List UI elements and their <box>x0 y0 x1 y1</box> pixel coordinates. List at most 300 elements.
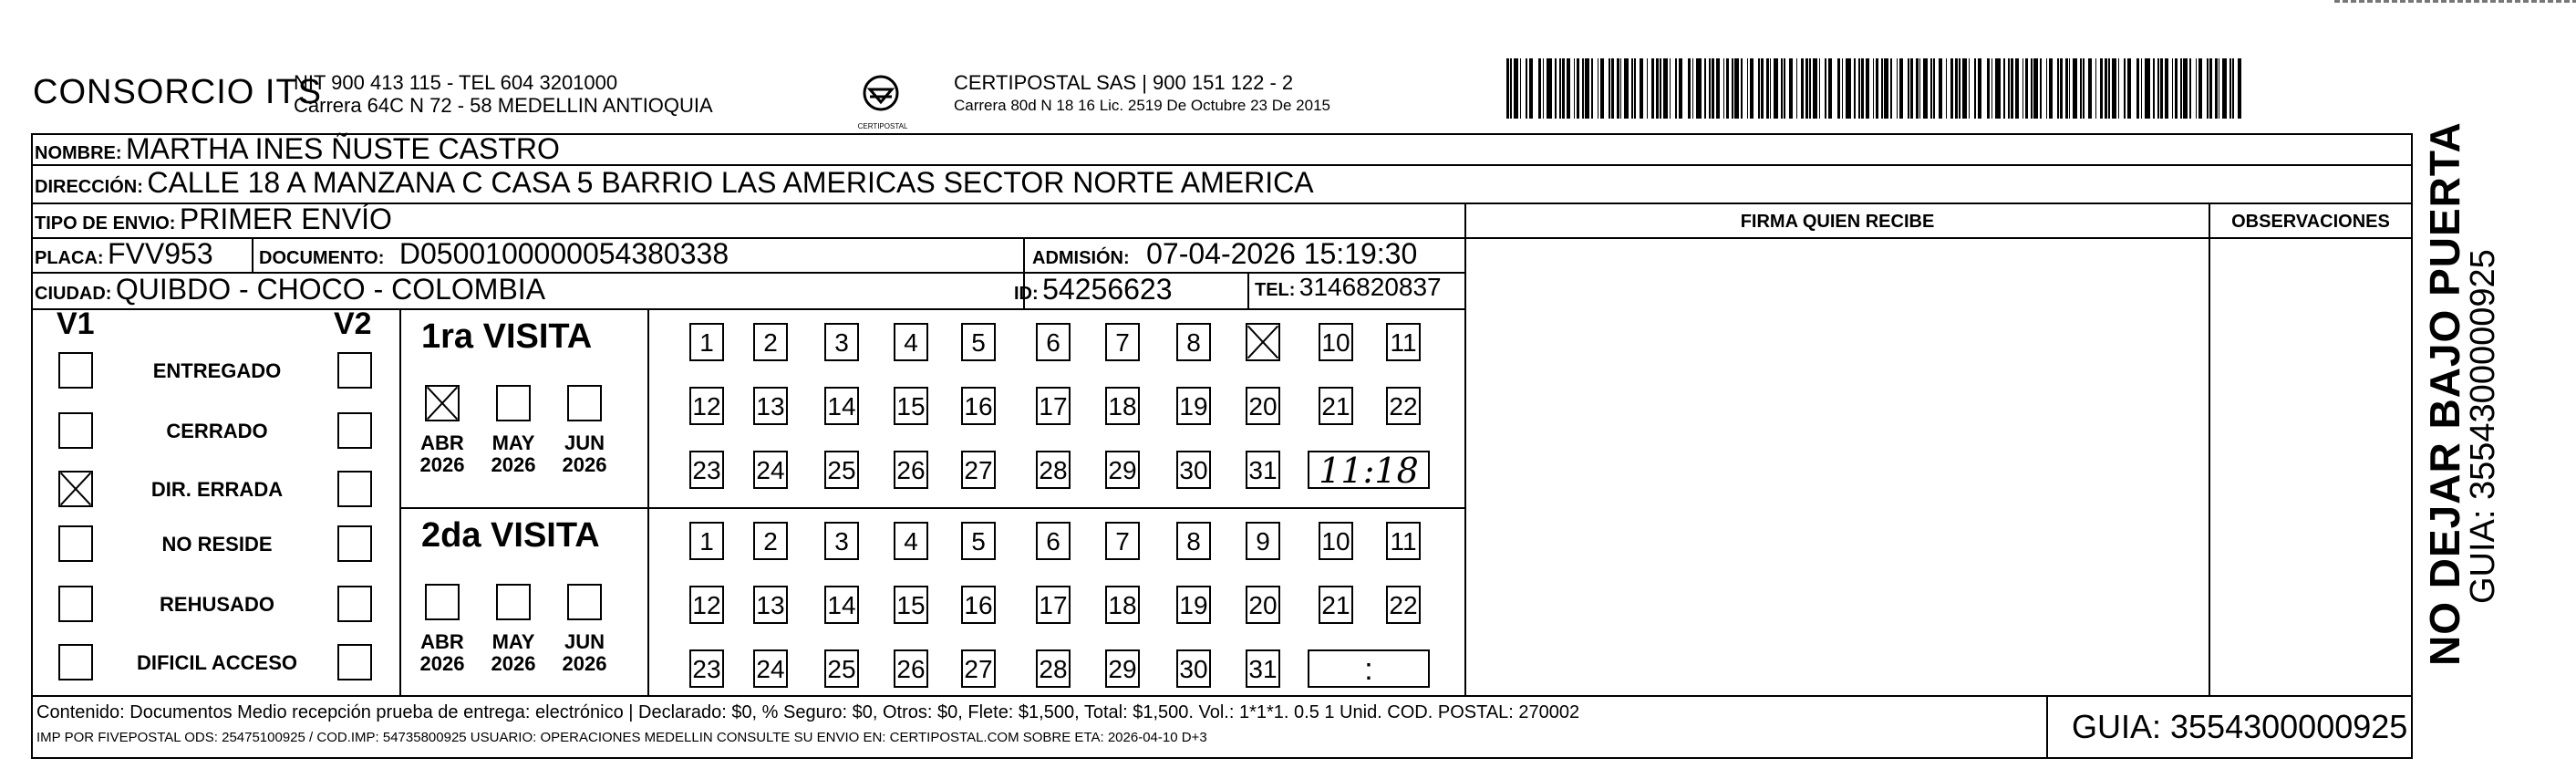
signature-left-border <box>1464 203 1466 695</box>
barcode-bar <box>2095 58 2096 119</box>
month-checkbox[interactable] <box>567 584 602 620</box>
day-box-7[interactable]: 7 <box>1105 323 1140 361</box>
company-name: CONSORCIO ITS <box>33 73 323 111</box>
tel-label: TEL: <box>1255 280 1296 300</box>
barcode-bar <box>1675 58 1677 119</box>
row-divider <box>31 308 1466 310</box>
barcode-bar <box>2040 58 2042 119</box>
barcode-bar <box>2118 58 2119 119</box>
v2-checkbox[interactable] <box>337 525 372 562</box>
day-box-4[interactable]: 4 <box>894 323 928 361</box>
day-box-5[interactable]: 5 <box>961 323 996 361</box>
day-box-3[interactable]: 3 <box>824 323 859 361</box>
barcode-bar <box>1611 58 1614 119</box>
barcode-bar <box>2108 58 2110 119</box>
barcode-bar <box>1716 58 1720 119</box>
barcode-bar <box>2157 58 2159 119</box>
months-divider <box>647 308 649 695</box>
day-box-25[interactable]: 25 <box>824 451 859 489</box>
barcode-bar <box>1890 58 1892 119</box>
day-box-18[interactable]: 18 <box>1105 387 1140 425</box>
barcode-bar <box>2153 58 2155 119</box>
month-label <box>486 432 541 476</box>
barcode-bar <box>1660 58 1661 119</box>
month-name: ABR <box>420 431 464 454</box>
barcode-bar <box>1547 58 1552 119</box>
barcode-bar <box>1873 58 1874 119</box>
day-box-22[interactable]: 22 <box>1386 586 1421 624</box>
placa-field <box>35 237 213 271</box>
day-box-14[interactable]: 14 <box>824 586 859 624</box>
month-year: 2026 <box>419 652 465 675</box>
month-name: MAY <box>491 431 535 454</box>
barcode-bar <box>2025 58 2028 119</box>
status-label: NO RESIDE <box>161 533 273 556</box>
barcode-bar <box>1774 58 1778 119</box>
v2-checkbox[interactable] <box>337 412 372 449</box>
day-box-10[interactable]: 10 <box>1319 522 1353 560</box>
barcode-bar <box>1978 58 1981 119</box>
barcode-bar <box>2141 58 2142 119</box>
barcode-bar <box>1631 58 1633 119</box>
barcode-bar <box>1842 58 1843 119</box>
day-box-17[interactable]: 17 <box>1036 586 1071 624</box>
day-box-13[interactable]: 13 <box>753 387 788 425</box>
barcode-bar <box>1770 58 1771 119</box>
day-box-1[interactable]: 1 <box>689 323 724 361</box>
admision-value: 07-04-2026 15:19:30 <box>1146 237 1418 270</box>
day-box-16[interactable]: 16 <box>961 586 996 624</box>
tipo-field <box>35 203 392 236</box>
form-right-border <box>2411 133 2413 759</box>
day-box-13[interactable]: 13 <box>753 586 788 624</box>
documento-field <box>259 237 729 271</box>
id-value: 54256623 <box>1042 273 1173 306</box>
month-label <box>557 432 612 476</box>
day-box-14[interactable]: 14 <box>824 387 859 425</box>
day-box-30[interactable]: 30 <box>1176 649 1211 688</box>
barcode-bar <box>1620 58 1621 119</box>
day-box-9[interactable]: 9 <box>1246 522 1280 560</box>
day-box-31[interactable]: 31 <box>1246 649 1280 688</box>
v2-checkbox[interactable] <box>337 471 372 507</box>
day-box-17[interactable]: 17 <box>1036 387 1071 425</box>
barcode-bar <box>1514 58 1518 119</box>
barcode-bar <box>1801 58 1804 119</box>
month-name: ABR <box>420 630 464 653</box>
barcode <box>1506 58 2252 119</box>
nombre-value: MARTHA INES ÑUSTE CASTRO <box>126 132 560 165</box>
barcode-bar <box>2060 58 2063 119</box>
barcode-bar <box>2112 58 2116 119</box>
day-box-28[interactable]: 28 <box>1036 451 1071 489</box>
barcode-bar <box>1962 58 1967 119</box>
visit-divider <box>399 507 1466 509</box>
barcode-bar <box>1959 58 1960 119</box>
ciudad-field <box>35 273 545 306</box>
visit-time-box[interactable]: : <box>1308 649 1430 688</box>
top-edge-line <box>2334 0 2576 3</box>
day-box-18[interactable]: 18 <box>1105 586 1140 624</box>
tel-field <box>1255 273 1442 302</box>
barcode-bar <box>2229 58 2231 119</box>
barcode-bar <box>1854 58 1856 119</box>
barcode-bar <box>1526 58 1527 119</box>
month-label <box>415 432 470 476</box>
barcode-bar <box>1825 58 1826 119</box>
barcode-bar <box>2165 58 2168 119</box>
day-box-21[interactable]: 21 <box>1319 586 1353 624</box>
barcode-bar <box>2015 58 2019 119</box>
barcode-bar <box>2031 58 2033 119</box>
tipo-label: TIPO DE ENVIO: <box>35 213 176 234</box>
barcode-bar <box>2073 58 2077 119</box>
barcode-bar <box>1933 58 1935 119</box>
barcode-bar <box>2080 58 2082 119</box>
visit-time-box[interactable]: 11:18 <box>1308 451 1430 489</box>
barcode-bar <box>1939 58 1942 119</box>
barcode-bar <box>1784 58 1785 119</box>
certipostal-line: CERTIPOSTAL SAS | 900 151 122 - 2 <box>954 71 1294 94</box>
barcode-bar <box>1750 58 1754 119</box>
month-label <box>486 631 541 675</box>
barcode-bar <box>1624 58 1629 119</box>
day-box-23[interactable]: 23 <box>689 451 724 489</box>
barcode-bar <box>1591 58 1593 119</box>
placa-value: FVV953 <box>108 237 213 270</box>
barcode-bar <box>1712 58 1714 119</box>
v1-checkbox[interactable] <box>58 525 93 562</box>
day-box-29[interactable]: 29 <box>1105 649 1140 688</box>
observaciones-header: OBSERVACIONES <box>2231 212 2390 232</box>
day-box-30[interactable]: 30 <box>1176 451 1211 489</box>
day-box-21[interactable]: 21 <box>1319 387 1353 425</box>
barcode-bar <box>2232 58 2234 119</box>
barcode-bar <box>2172 58 2173 119</box>
day-box-20[interactable]: 20 <box>1246 387 1280 425</box>
logo-caption: CERTIPOSTAL <box>857 122 908 130</box>
barcode-bar <box>2222 58 2227 119</box>
barcode-bar <box>1634 58 1636 119</box>
v2-checkbox[interactable] <box>337 586 372 622</box>
footer-print-line: IMP POR FIVEPOSTAL ODS: 25475100925 / COD.IMP: 54735800925 USUARIO: OPERACIONES MEDELLIN CONSULTE SU ENVIO EN: CERTIPOSTAL.COM SOBRE ETA: 2026-04-10 D+3 <box>36 730 1207 745</box>
day-box-6[interactable]: 6 <box>1036 323 1071 361</box>
barcode-bar <box>1709 58 1711 119</box>
barcode-bar <box>2207 58 2209 119</box>
day-box-9[interactable] <box>1246 323 1280 361</box>
month-year: 2026 <box>491 652 536 675</box>
placa-label: PLACA: <box>35 248 104 268</box>
day-box-5[interactable]: 5 <box>961 522 996 560</box>
barcode-bar <box>1758 58 1760 119</box>
barcode-bar <box>1910 58 1913 119</box>
status-divider <box>399 308 401 695</box>
barcode-bar <box>2003 58 2005 119</box>
barcode-bar <box>1609 58 1610 119</box>
certipostal-info <box>954 71 1330 117</box>
barcode-bar <box>2069 58 2070 119</box>
day-box-27[interactable]: 27 <box>961 649 996 688</box>
day-box-12[interactable]: 12 <box>689 586 724 624</box>
barcode-bar <box>1600 58 1604 119</box>
barcode-bar <box>2100 58 2103 119</box>
day-box-15[interactable]: 15 <box>894 387 928 425</box>
barcode-bar <box>2011 58 2013 119</box>
day-box-19[interactable]: 19 <box>1176 586 1211 624</box>
day-box-11[interactable]: 11 <box>1386 522 1421 560</box>
barcode-bar <box>1617 58 1619 119</box>
nombre-label: NOMBRE: <box>35 143 122 163</box>
direccion-label: DIRECCIÓN: <box>35 177 143 197</box>
month-year: 2026 <box>491 453 536 476</box>
barcode-bar <box>1813 58 1817 119</box>
barcode-bar <box>2136 58 2139 119</box>
barcode-bar <box>1663 58 1668 119</box>
barcode-bar <box>2175 58 2178 119</box>
month-year: 2026 <box>562 652 607 675</box>
barcode-bar <box>2127 58 2131 119</box>
footer-top-border <box>31 695 2413 697</box>
day-box-19[interactable]: 19 <box>1176 387 1211 425</box>
barcode-bar <box>1510 58 1512 119</box>
barcode-bar <box>2209 58 2212 119</box>
month-checkbox[interactable] <box>496 584 531 620</box>
barcode-bar <box>1828 58 1832 119</box>
barcode-bar <box>1692 58 1693 119</box>
barcode-bar <box>2033 58 2038 119</box>
v1-checkbox[interactable] <box>58 586 93 622</box>
barcode-bar <box>1923 58 1928 119</box>
barcode-bar <box>2183 58 2188 119</box>
status-label: ENTREGADO <box>152 359 282 382</box>
barcode-bar <box>2105 58 2107 119</box>
tipo-value: PRIMER ENVÍO <box>179 203 392 235</box>
barcode-bar <box>1696 58 1702 119</box>
barcode-bar <box>1520 58 1521 119</box>
barcode-bar <box>1899 58 1903 119</box>
barcode-bar <box>1574 58 1575 119</box>
barcode-bar <box>2215 58 2218 119</box>
barcode-bar <box>1555 58 1557 119</box>
side-guia: GUIA: 3554300000925 <box>2464 249 2502 604</box>
barcode-bar <box>1819 58 1820 119</box>
address-line: Carrera 64C N 72 - 58 MEDELLIN ANTIOQUIA <box>294 94 713 117</box>
form-bottom-border <box>31 757 2413 759</box>
month-checkbox[interactable] <box>567 385 602 421</box>
tel-divider <box>1247 272 1249 308</box>
v2-checkbox[interactable] <box>337 352 372 389</box>
barcode-bar <box>1766 58 1769 119</box>
barcode-bar <box>2124 58 2126 119</box>
barcode-bar <box>1726 58 1729 119</box>
day-box-26[interactable]: 26 <box>894 451 928 489</box>
v1-checkbox[interactable] <box>58 352 93 389</box>
day-box-4[interactable]: 4 <box>894 522 928 560</box>
day-box-22[interactable]: 22 <box>1386 387 1421 425</box>
barcode-bar <box>1647 58 1648 119</box>
barcode-bar <box>2046 58 2047 119</box>
day-box-27[interactable]: 27 <box>961 451 996 489</box>
direccion-field <box>35 166 1314 200</box>
tel-value: 3146820837 <box>1298 273 1442 301</box>
barcode-bar <box>1846 58 1851 119</box>
barcode-bar <box>1837 58 1840 119</box>
month-checkbox[interactable] <box>425 385 460 421</box>
month-label <box>415 631 470 675</box>
day-box-31[interactable]: 31 <box>1246 451 1280 489</box>
day-box-16[interactable]: 16 <box>961 387 996 425</box>
barcode-bar <box>1741 58 1743 119</box>
barcode-bar <box>1930 58 1932 119</box>
visit-title: 1ra VISITA <box>421 317 593 356</box>
barcode-bar <box>1881 58 1883 119</box>
license-line: Carrera 80d N 18 16 Lic. 2519 De Octubre 23 De 2015 <box>954 97 1330 114</box>
nit-line: NIT 900 413 115 - TEL 604 3201000 <box>294 71 618 94</box>
barcode-bar <box>2180 58 2182 119</box>
barcode-bar <box>1582 58 1584 119</box>
barcode-bar <box>2057 58 2059 119</box>
barcode-bar <box>1688 58 1691 119</box>
month-checkbox[interactable] <box>496 385 531 421</box>
barcode-bar <box>1991 58 1992 119</box>
barcode-bar <box>2088 58 2092 119</box>
barcode-bar <box>1987 58 1990 119</box>
day-box-29[interactable]: 29 <box>1105 451 1140 489</box>
barcode-bar <box>1640 58 1643 119</box>
company-info <box>294 71 713 117</box>
barcode-bar <box>2189 58 2191 119</box>
day-box-10[interactable]: 10 <box>1319 323 1353 361</box>
firma-header: FIRMA QUIEN RECIBE <box>1740 212 1935 232</box>
status-label: REHUSADO <box>160 593 274 616</box>
day-box-3[interactable]: 3 <box>824 522 859 560</box>
barcode-bar <box>2238 58 2241 119</box>
barcode-bar <box>2065 58 2068 119</box>
barcode-bar <box>1781 58 1783 119</box>
documento-value: D0500100000054380338 <box>398 237 729 270</box>
barcode-bar <box>1916 58 1919 119</box>
barcode-bar <box>1651 58 1654 119</box>
barcode-bar <box>2196 58 2197 119</box>
barcode-bar <box>1796 58 1797 119</box>
day-box-24[interactable]: 24 <box>753 451 788 489</box>
direccion-value: CALLE 18 A MANZANA C CASA 5 BARRIO LAS AMERICAS SECTOR NORTE AMERICA <box>147 166 1314 199</box>
barcode-bar <box>1995 58 2001 119</box>
barcode-bar <box>2198 58 2202 119</box>
barcode-bar <box>1670 58 1671 119</box>
barcode-bar <box>1974 58 1976 119</box>
footer-content-line: Contenido: Documentos Medio recepción prueba de entrega: electrónico | Declarado: $0, % Seguro: $0, Otros: $0, Flete: $1,500, Total: $1,500. Vol.: 1*1*1. 0.5 1 Unid. COD. POSTAL: 270002 <box>36 702 1580 722</box>
month-name: MAY <box>491 630 535 653</box>
month-checkbox[interactable] <box>425 584 460 620</box>
barcode-bar <box>1955 58 1958 119</box>
barcode-bar <box>1761 58 1764 119</box>
v2-header: V2 <box>334 306 372 341</box>
documento-label: DOCUMENTO: <box>259 248 385 268</box>
barcode-bar <box>1897 58 1898 119</box>
month-year: 2026 <box>419 453 465 476</box>
day-box-2[interactable]: 2 <box>753 522 788 560</box>
day-box-11[interactable]: 11 <box>1386 323 1421 361</box>
barcode-bar <box>1908 58 1909 119</box>
day-box-25[interactable]: 25 <box>824 649 859 688</box>
barcode-bar <box>1723 58 1724 119</box>
ciudad-value: QUIBDO - CHOCO - COLOMBIA <box>115 273 546 306</box>
barcode-bar <box>1884 58 1888 119</box>
day-box-2[interactable]: 2 <box>753 323 788 361</box>
barcode-bar <box>1919 58 1920 119</box>
barcode-bar <box>1734 58 1739 119</box>
barcode-bar <box>1585 58 1589 119</box>
barcode-bar <box>1858 58 1860 119</box>
barcode-bar <box>1861 58 1864 119</box>
barcode-bar <box>1866 58 1869 119</box>
status-label: CERRADO <box>166 420 268 442</box>
barcode-bar <box>1577 58 1579 119</box>
day-box-8[interactable]: 8 <box>1176 522 1211 560</box>
day-box-1[interactable]: 1 <box>689 522 724 560</box>
barcode-bar <box>1559 58 1561 119</box>
barcode-bar <box>1747 58 1748 119</box>
certipostal-logo <box>857 71 905 119</box>
day-box-20[interactable]: 20 <box>1246 586 1280 624</box>
day-box-28[interactable]: 28 <box>1036 649 1071 688</box>
day-box-24[interactable]: 24 <box>753 649 788 688</box>
barcode-bar <box>2008 58 2010 119</box>
barcode-bar <box>2083 58 2085 119</box>
admision-label: ADMISIÓN: <box>1032 248 1130 268</box>
day-box-7[interactable]: 7 <box>1105 522 1140 560</box>
month-year: 2026 <box>562 453 607 476</box>
footer-guia: GUIA: 3554300000925 <box>2072 708 2408 745</box>
day-box-23[interactable]: 23 <box>689 649 724 688</box>
ciudad-label: CIUDAD: <box>35 284 112 304</box>
nombre-field <box>35 132 560 166</box>
v2-checkbox[interactable] <box>337 644 372 680</box>
status-label: DIR. ERRADA <box>150 478 284 501</box>
v1-header: V1 <box>57 306 95 341</box>
day-box-26[interactable]: 26 <box>894 649 928 688</box>
v1-checkbox[interactable] <box>58 644 93 680</box>
barcode-bar <box>1809 58 1811 119</box>
id-field <box>1014 273 1173 306</box>
barcode-bar <box>1704 58 1706 119</box>
barcode-bar <box>2145 58 2150 119</box>
barcode-bar <box>1529 58 1533 119</box>
day-box-15[interactable]: 15 <box>894 586 928 624</box>
barcode-bar <box>1969 58 1970 119</box>
barcode-bar <box>1732 58 1733 119</box>
day-box-8[interactable]: 8 <box>1176 323 1211 361</box>
barcode-bar <box>1789 58 1793 119</box>
barcode-bar <box>1946 58 1947 119</box>
admision-field <box>1032 237 1417 271</box>
month-name: JUN <box>564 431 605 454</box>
barcode-bar <box>1543 58 1544 119</box>
v1-checkbox[interactable] <box>58 471 93 507</box>
day-box-6[interactable]: 6 <box>1036 522 1071 560</box>
barcode-bar <box>2049 58 2053 119</box>
v1-checkbox[interactable] <box>58 412 93 449</box>
footer-guia-divider <box>2046 695 2048 759</box>
barcode-bar <box>1656 58 1659 119</box>
barcode-bar <box>1562 58 1565 119</box>
barcode-bar <box>1805 58 1808 119</box>
form-left-border <box>31 133 33 759</box>
day-box-12[interactable]: 12 <box>689 387 724 425</box>
no-dejar-warning: NO DEJAR BAJO PUERTA <box>2421 121 2468 666</box>
barcode-bar <box>1538 58 1541 119</box>
